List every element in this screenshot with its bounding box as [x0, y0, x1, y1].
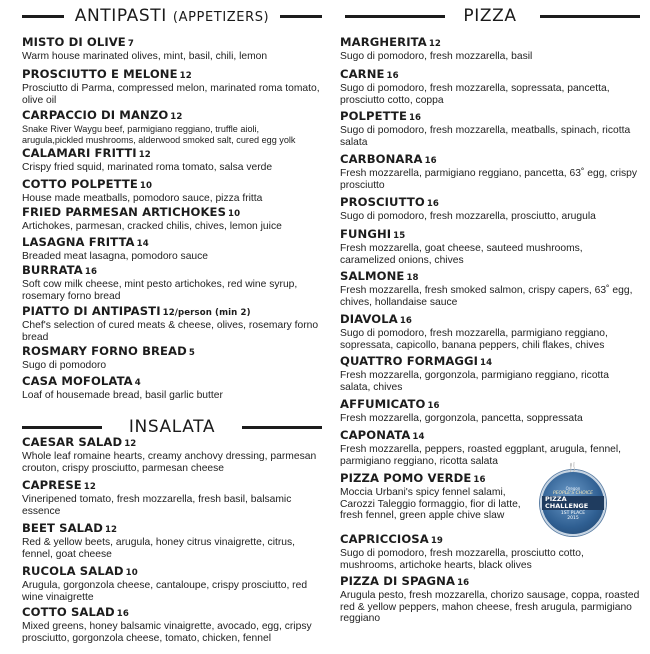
badge-line: PEOPLE'S CHOICE	[552, 490, 594, 496]
item-description: Crispy fried squid, marinated roma tomato, salsa verde	[22, 162, 273, 173]
item-description: Red & yellow beets, arugula, honey citrus vinaigrette, citrus, fennel, goat cheese	[22, 537, 296, 560]
menu-item	[22, 345, 322, 372]
menu-item	[22, 522, 322, 560]
item-name: PIATTO DI ANTIPASTI	[22, 304, 161, 318]
item-name: SALMONE	[340, 269, 405, 283]
item-description: Loaf of housemade bread, basil garlic butter	[22, 390, 223, 401]
item-price: 12	[428, 39, 441, 49]
menu-item	[22, 436, 322, 474]
item-price: 16	[399, 316, 412, 326]
item-price: 12/person (min 2)	[162, 308, 251, 318]
menu-item	[22, 479, 322, 517]
menu-item	[340, 575, 640, 625]
item-description: House made meatballs, pomodoro sauce, pizza fritta	[22, 193, 263, 204]
item-description: Artichokes, parmesan, cracked chilis, chives, lemon juice	[22, 221, 282, 232]
antipasti-header	[22, 1, 322, 31]
item-description: Fresh mozzarella, goat cheese, sauteed mushrooms, caramelized onions, chives	[340, 243, 583, 266]
item-description: Vineripened tomato, fresh mozzarella, fresh basil, balsamic essence	[22, 494, 292, 517]
item-price: 12	[104, 525, 118, 535]
menu-item	[340, 36, 640, 63]
menu-item	[22, 375, 322, 402]
item-price: 16	[116, 609, 129, 619]
header-rule-left	[22, 15, 64, 18]
item-description: Sugo di pomodoro	[22, 360, 107, 371]
item-description: Warm house marinated olives, mint, basil, chili, lemon	[22, 51, 268, 62]
menu-item	[22, 36, 322, 63]
pizza-title: PIZZA	[457, 6, 522, 26]
item-name: CARNE	[340, 67, 385, 81]
item-description: Fresh mozzarella, fresh smoked salmon, crispy capers, 63˚ egg, chives, hollandaise sauce	[340, 285, 633, 308]
insalata-title: INSALATA	[123, 417, 221, 437]
item-name: CAESAR SALAD	[22, 435, 123, 449]
menu-item	[340, 196, 640, 223]
badge-line: Oregon	[565, 485, 581, 491]
item-description: Moccia Urbani's spicy fennel salami, Carozzi Taleggio formaggio, fior di latte, fresh fennel, green apple chive slaw	[340, 487, 521, 521]
item-name: DIAVOLA	[340, 312, 398, 326]
item-description: Fresh mozzarella, peppers, roasted eggplant, arugula, fennel, parmigiano reggiano, ricotta salata	[340, 444, 622, 467]
menu-item	[340, 533, 640, 571]
item-price: 12	[179, 71, 192, 81]
header-rule-left	[22, 426, 102, 429]
item-name: BEET SALAD	[22, 521, 103, 535]
header-rule-right	[280, 15, 322, 18]
item-price: 4	[134, 378, 141, 388]
item-description: Fresh mozzarella, parmigiano reggiano, pancetta, 63˚ egg, crispy prosciutto	[340, 168, 638, 191]
item-price: 12	[83, 482, 96, 492]
item-price: 14	[136, 239, 149, 249]
item-description: Arugula pesto, fresh mozzarella, chorizo sausage, coppa, roasted red & yellow peppers, mahon cheese, fresh arugula, parmigiano reggiano	[340, 590, 640, 624]
item-price: 14	[480, 358, 493, 368]
item-description: Sugo di pomodoro, fresh mozzarella, parmigiano reggiano, sopressata, capicollo, banana peppers, chili flakes, chives	[340, 328, 608, 351]
menu-item	[22, 206, 322, 233]
item-description: Breaded meat lasagna, pomodoro sauce	[22, 251, 209, 262]
item-name: CARPACCIO DI MANZO	[22, 108, 169, 122]
item-name: CAPONATA	[340, 428, 411, 442]
item-price: 5	[188, 348, 195, 358]
menu-item	[340, 110, 640, 148]
item-price: 12	[170, 112, 183, 122]
item-description: Sugo di pomodoro, fresh mozzarella, prosciutto, arugula	[340, 211, 596, 222]
item-name: LASAGNA FRITTA	[22, 235, 135, 249]
item-price: 16	[386, 71, 399, 81]
item-price: 16	[408, 113, 422, 123]
item-price: 7	[127, 39, 134, 49]
pizza-header	[340, 1, 640, 31]
item-name: MARGHERITA	[340, 35, 427, 49]
menu-item	[340, 472, 530, 522]
item-price: 18	[406, 273, 419, 283]
item-price: 16	[427, 401, 440, 411]
menu-item	[22, 178, 322, 205]
fork-icon: 🍴	[567, 463, 579, 473]
item-name: PIZZA DI SPAGNA	[340, 574, 456, 588]
item-name: CARBONARA	[340, 152, 423, 166]
menu-item	[340, 355, 640, 393]
menu-item	[22, 236, 322, 263]
item-name: MISTO DI OLIVE	[22, 35, 126, 49]
item-name: CASA MOFOLATA	[22, 374, 133, 388]
item-description: Chef's selection of cured meats & cheese, olives, rosemary forno bread	[22, 320, 319, 343]
menu-item	[22, 606, 322, 644]
item-price: 14	[412, 432, 425, 442]
item-name: COTTO SALAD	[22, 605, 115, 619]
item-price: 16	[473, 475, 486, 485]
item-description: Whole leaf romaine hearts, creamy anchovy dressing, parmesan crouton, crispy prosciutto, parmesan cheese	[22, 451, 317, 474]
menu-item	[340, 313, 640, 351]
item-name: FUNGHI	[340, 227, 392, 241]
antipasti-title: ANTIPASTI (APPETIZERS)	[69, 6, 275, 26]
item-price: 10	[125, 568, 138, 578]
item-price: 10	[139, 181, 153, 191]
item-name: FRIED PARMESAN ARTICHOKES	[22, 205, 227, 219]
menu-item	[340, 270, 640, 308]
item-name: CAPRESE	[22, 478, 82, 492]
item-description: Soft cow milk cheese, mint pesto artichokes, red wine syrup, rosemary forno bread	[22, 279, 298, 302]
item-description: Prosciutto di Parma, compressed melon, marinated roma tomato, olive oil	[22, 83, 320, 106]
item-name: PROSCIUTTO	[340, 195, 425, 209]
item-description: Sugo di pomodoro, fresh mozzarella, meatballs, spinach, ricotta salata	[340, 125, 631, 148]
item-price: 10	[228, 209, 241, 219]
item-price: 12	[124, 439, 137, 449]
item-name: ROSMARY FORNO BREAD	[22, 344, 187, 358]
item-price: 16	[426, 199, 439, 209]
menu-item	[340, 398, 640, 425]
menu-item	[340, 228, 640, 266]
header-rule-left	[345, 15, 445, 18]
item-name: CALAMARI FRITTI	[22, 146, 137, 160]
menu-item	[22, 565, 322, 603]
item-price: 16	[424, 156, 437, 166]
item-description: Mixed greens, honey balsamic vinaigrette, avocado, egg, cripsy prosciutto, gorgonzola cheese, tomato, chicken, fennel	[22, 621, 312, 644]
item-name: PIZZA POMO VERDE	[340, 471, 472, 485]
item-description: Sugo di pomodoro, fresh mozzarella, basil	[340, 51, 533, 62]
item-name: BURRATA	[22, 263, 83, 277]
item-name: AFFUMICATO	[340, 397, 426, 411]
menu-item	[22, 109, 322, 145]
menu-item	[340, 153, 640, 191]
item-name: POLPETTE	[340, 109, 407, 123]
item-price: 19	[430, 536, 444, 546]
menu-item	[340, 68, 640, 106]
item-description: Fresh mozzarella, gorgonzola, parmigiano reggiano, ricotta salata, chives	[340, 370, 610, 393]
badge-line: PIZZA CHALLENGE	[542, 496, 604, 510]
item-price: 16	[457, 578, 470, 588]
item-name: QUATTRO FORMAGGI	[340, 354, 479, 368]
item-name: PROSCIUTTO E MELONE	[22, 67, 178, 81]
item-price: 15	[393, 231, 406, 241]
item-description: Fresh mozzarella, gorgonzola, pancetta, soppressata	[340, 413, 583, 424]
header-rule-right	[540, 15, 640, 18]
item-description: Arugula, gorgonzola cheese, cantaloupe, crispy prosciutto, red wine vinaigrette	[22, 580, 308, 603]
badge-line: 1ST PLACE	[560, 510, 586, 516]
item-name: CAPRICCIOSA	[340, 532, 429, 546]
header-rule-right	[242, 426, 322, 429]
item-description: Sugo di pomodoro, fresh mozzarella, prosciutto cotto, mushrooms, artichoke hearts, black olives	[340, 548, 584, 571]
pizza-challenge-award-badge	[540, 463, 606, 536]
item-price: 12	[138, 150, 151, 160]
menu-item	[22, 68, 322, 106]
item-description: Sugo di pomodoro, fresh mozzarella, sopressata, pancetta, prosciutto cotto, coppa	[340, 83, 610, 106]
menu-item	[22, 264, 322, 302]
badge-line: 2015	[567, 515, 579, 521]
item-description: Snake River Waygu beef, parmigiano reggiano, truffle aioli, arugula,pickled mushrooms, alderwood smoked salt, cured egg yolk	[22, 124, 296, 145]
menu-item	[340, 429, 640, 467]
item-name: RUCOLA SALAD	[22, 564, 124, 578]
menu-item	[22, 147, 322, 174]
menu-item	[22, 305, 322, 343]
item-name: COTTO POLPETTE	[22, 177, 138, 191]
item-price: 16	[84, 267, 98, 277]
